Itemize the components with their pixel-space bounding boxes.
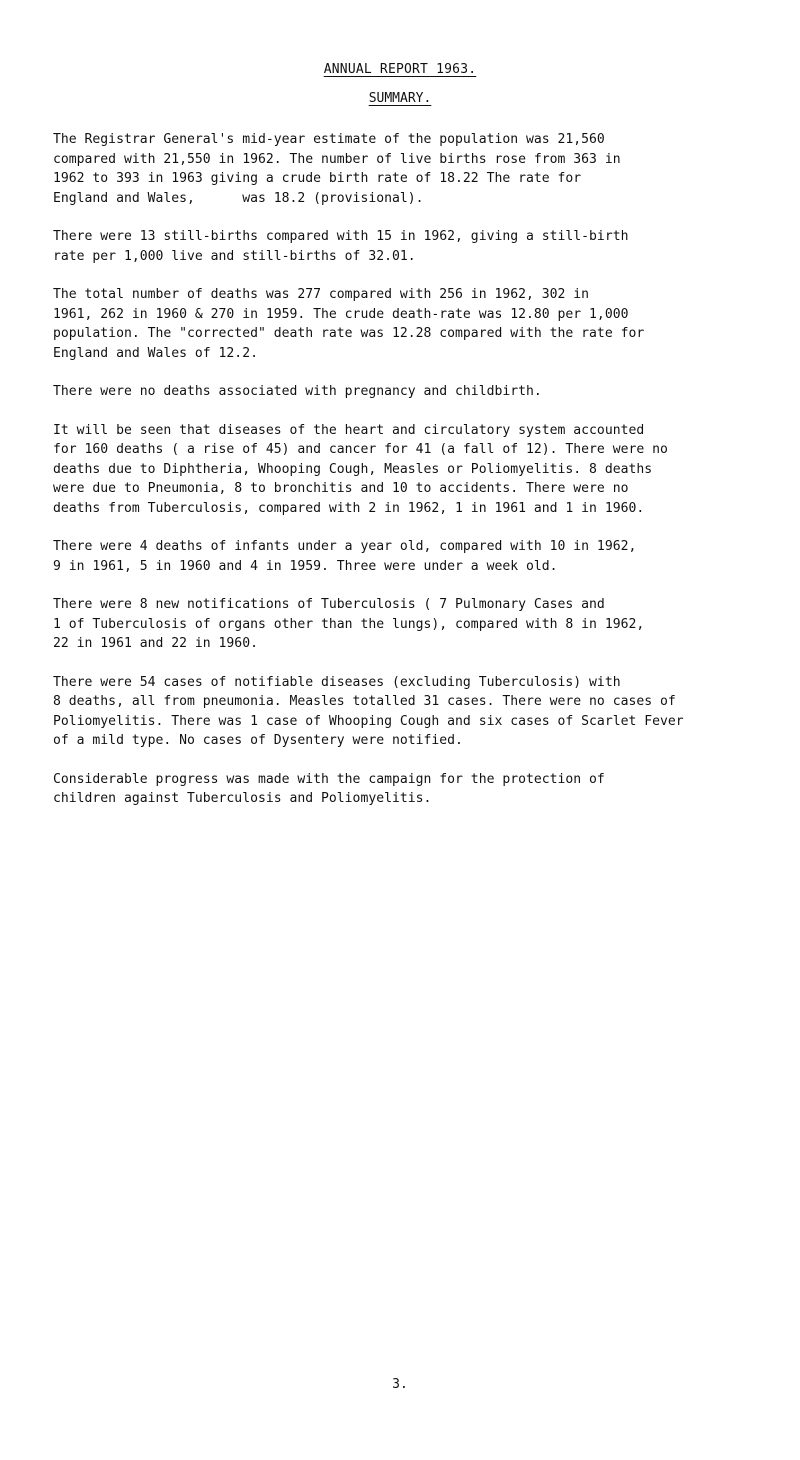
text-line: for 160 deaths ( a rise of 45) and cancer for 41 (a fall of 12). There were no [53, 442, 668, 457]
text-line: Poliomyelitis. There was 1 case of Whooping Cough and six cases of Scarlet Fever [53, 713, 684, 729]
text-line: England and Wales, was 18.2 (provisional). [53, 190, 424, 206]
page-number: 3. [392, 1377, 408, 1392]
text-line: were due to Pneumonia, 8 to bronchitis and 10 to accidents. There were no [53, 481, 629, 496]
text-line: Considerable progress was made with the campaign for the protection of [53, 771, 605, 787]
paragraph-population-births [53, 130, 798, 208]
text-line: There were 54 cases of notifiable diseases (excluding Tuberculosis) with [53, 674, 621, 690]
text-line: rate per 1,000 live and still-births of 32.01. [53, 248, 416, 264]
text-line: 1 of Tuberculosis of organs other than the lungs), compared with 8 in 1962, [53, 616, 645, 632]
text-line: 1962 to 393 in 1963 giving a crude birth rate of 18.22 The rate for [53, 171, 582, 186]
text-line: deaths from Tuberculosis, compared with 2 in 1962, 1 in 1961 and 1 in 1960. [53, 500, 645, 516]
paragraph-infant-deaths [53, 537, 798, 576]
section-heading [0, 91, 800, 106]
text-line: 22 in 1961 and 22 in 1960. [53, 636, 258, 651]
summary-body [53, 130, 798, 828]
text-line: deaths due to Diphtheria, Whooping Cough, Measles or Poliomyelitis. 8 deaths [53, 461, 653, 477]
paragraph-tuberculosis [53, 595, 798, 654]
text-line: population. The "corrected" death rate was 12.28 compared with the rate for [53, 326, 645, 341]
paragraph-maternal-deaths [53, 382, 798, 402]
paragraph-immunisation [53, 770, 798, 809]
text-line: of a mild type. No cases of Dysentery were notified. [53, 733, 463, 748]
paragraph-deaths [53, 285, 798, 363]
report-title [0, 62, 800, 77]
report-title-text: ANNUAL REPORT 1963. [323, 62, 477, 77]
text-line: England and Wales of 12.2. [53, 345, 258, 361]
text-line: The Registrar General's mid-year estimate of the population was 21,560 [53, 132, 605, 147]
text-line: There were 4 deaths of infants under a year old, compared with 10 in 1962, [53, 539, 637, 554]
text-line: 9 in 1961, 5 in 1960 and 4 in 1959. Three were under a week old. [53, 558, 558, 574]
text-line: It will be seen that diseases of the heart and circulatory system accounted [53, 422, 645, 438]
text-line: The total number of deaths was 277 compared with 256 in 1962, 302 in [53, 287, 590, 302]
section-heading-text: SUMMARY. [368, 91, 432, 106]
paragraph-still-births [53, 227, 798, 266]
paragraph-causes-of-death [53, 421, 798, 519]
text-line: compared with 21,550 in 1962. The number of live births rose from 363 in [53, 151, 621, 167]
text-line: children against Tuberculosis and Poliomyelitis. [53, 791, 432, 806]
text-line: 8 deaths, all from pneumonia. Measles totalled 31 cases. There were no cases of [53, 694, 676, 709]
text-line: There were no deaths associated with pregnancy and childbirth. [53, 384, 542, 399]
text-line: There were 13 still-births compared with 15 in 1962, giving a still-birth [53, 229, 629, 244]
text-line: There were 8 new notifications of Tuberculosis ( 7 Pulmonary Cases and [53, 597, 605, 612]
text-line: 1961, 262 in 1960 & 270 in 1959. The crude death-rate was 12.80 per 1,000 [53, 306, 629, 322]
paragraph-notifiable-diseases [53, 673, 798, 751]
